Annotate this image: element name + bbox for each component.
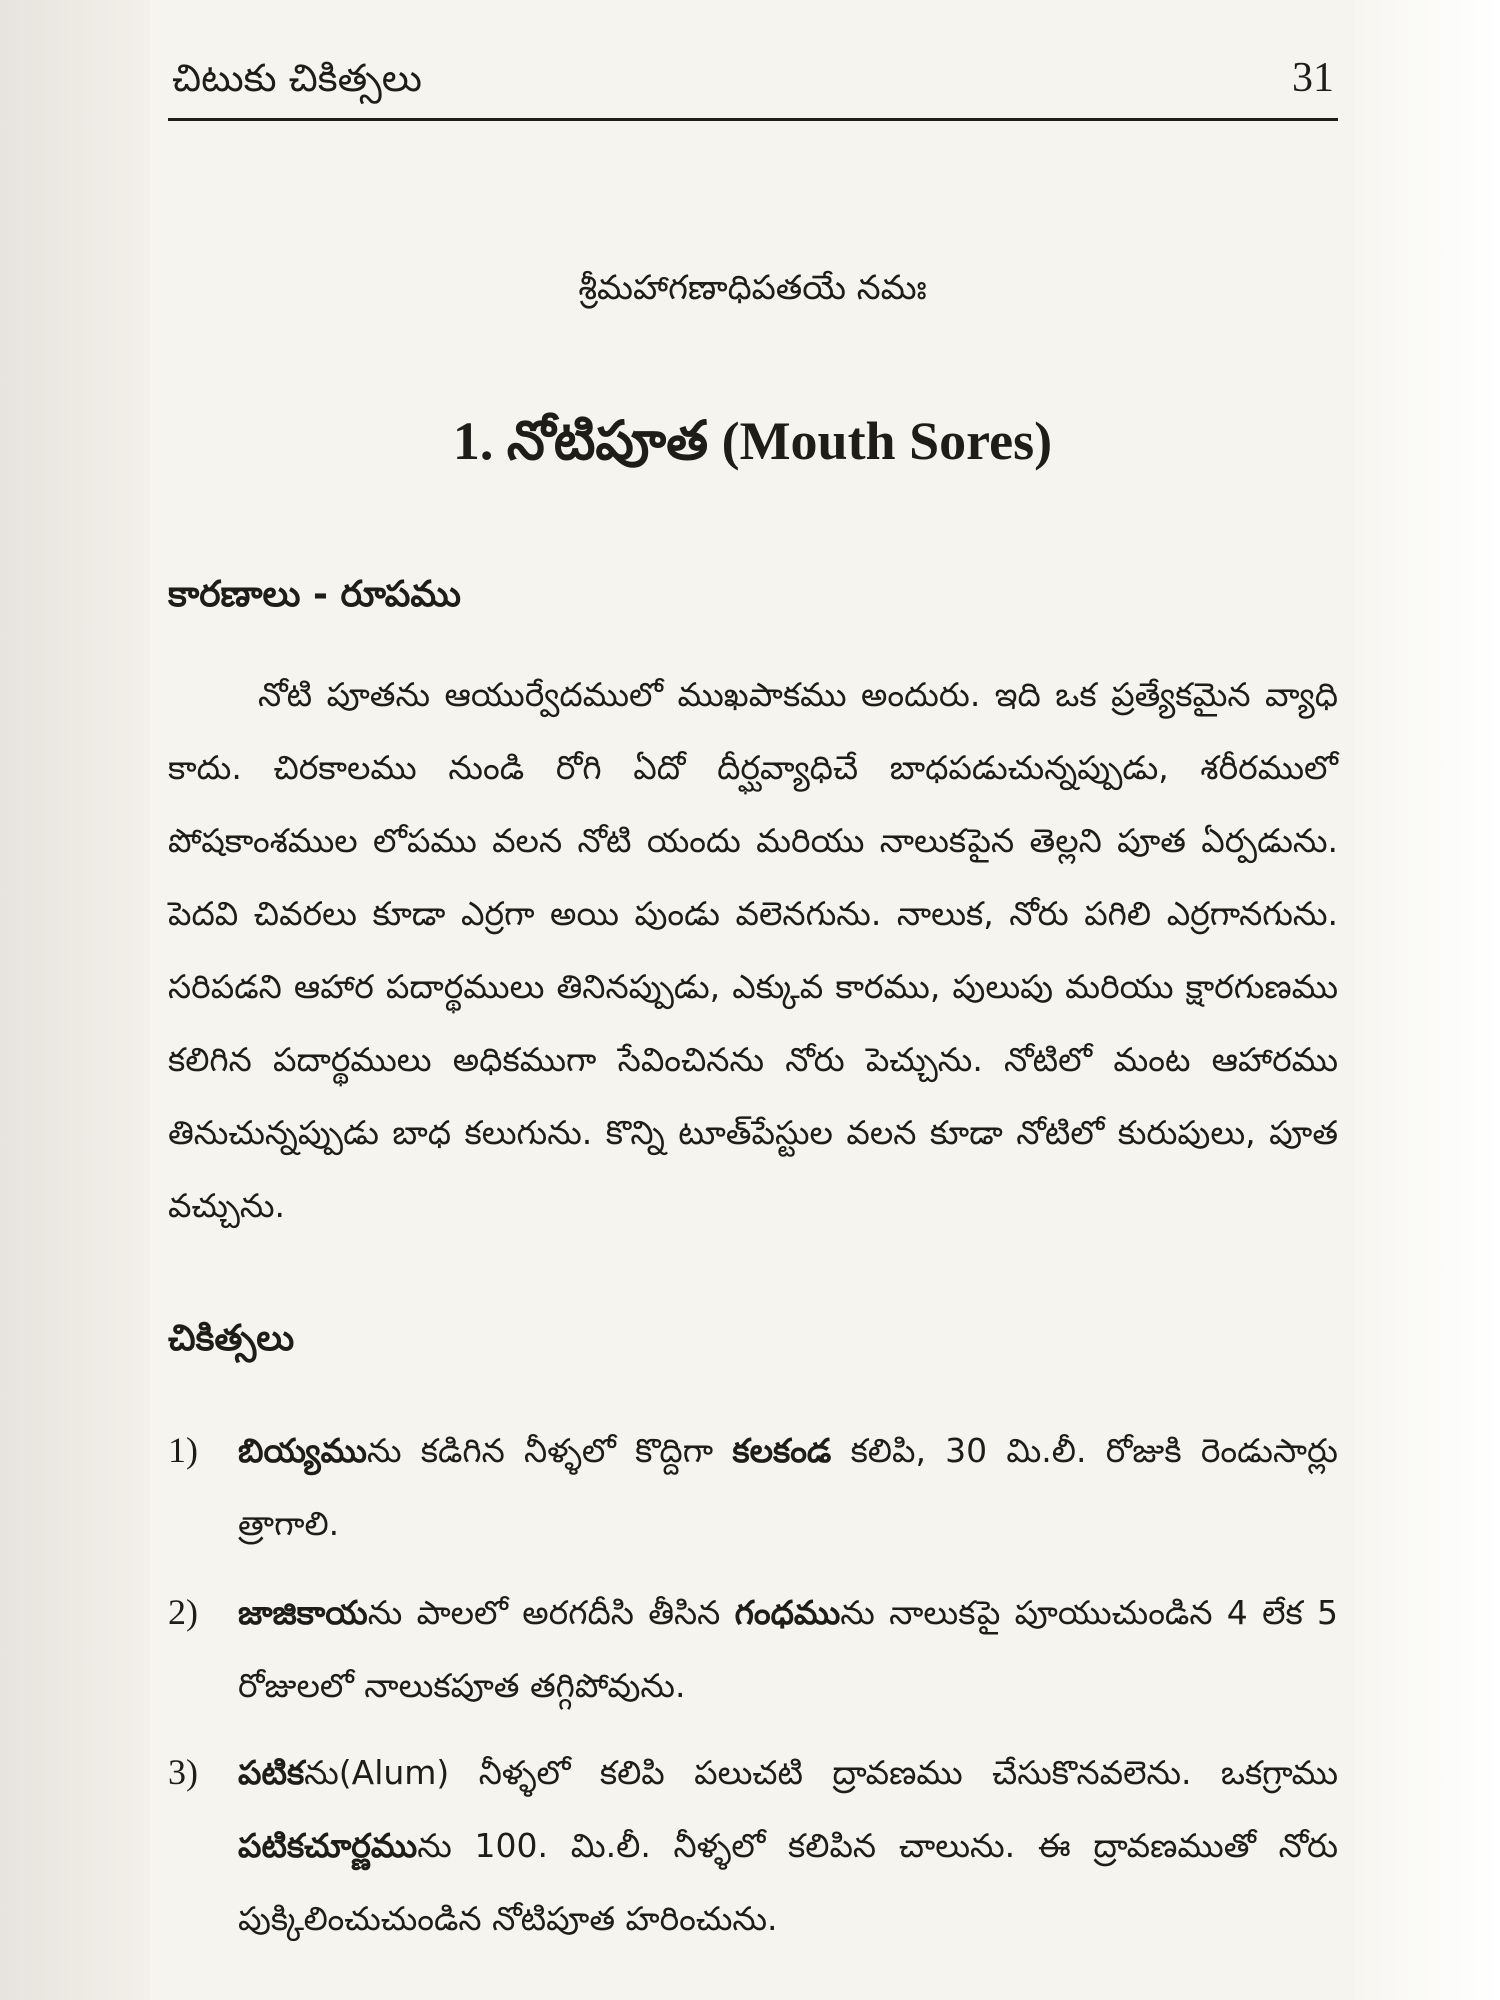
remedy-text-part: ను(Alum) నీళ్ళలో కలిపి పలుచటి ద్రావణము చేసుకొనవలెను. ఒకగ్రాము (304, 1753, 1338, 1792)
remedy-number: 3) (168, 1752, 198, 1792)
remedy-ingredient: బియ్యము (238, 1431, 367, 1470)
remedy-text-part: ను కడిగిన నీళ్ళలో కొద్దిగా (366, 1431, 733, 1470)
running-title: చిటుకు చికిత్సలు (172, 56, 422, 100)
remedy-text-part: ను 100. మి.లీ. నీళ్ళలో కలిపిన చాలును. ఈ ద్రావణముతో నోరు పుక్కిలించుచుండిన నోటిపూత హరించును. (238, 1826, 1338, 1938)
remedy-ingredient: గంధము (734, 1593, 841, 1632)
remedy-number: 1) (168, 1430, 198, 1470)
page-number: 31 (1292, 55, 1334, 101)
invocation-line: శ్రీమహాగణాధిపతయే నమః (578, 268, 927, 308)
causes-heading: కారణాలు - రూపము (168, 574, 461, 615)
left-margin (0, 0, 150, 2000)
remedy-text-part: ను నాలుకపై పూయుచుండిన 4 లేక 5 రోజులలో నాలుకపూత తగ్గిపోవును. (238, 1593, 1339, 1705)
remedy-item (168, 1414, 1338, 1560)
remedy-ingredient: పటిక (238, 1753, 305, 1792)
remedy-text (238, 1736, 1338, 1955)
causes-paragraph: నోటి పూతను ఆయుర్వేదములో ముఖపాకము అందురు. ఇది ఒక ప్రత్యేకమైన వ్యాధి కాదు. చిరకాలము నుండి రోగి ఏదో దీర్ఘవ్యాధిచే బాధపడుచున్నప్పుడు, శరీరములో పోషకాంశముల లోపము వలన నోటి యందు మరియు నాలుకపైన తెల్లని పూత ఏర్పడును. పెదవి చివరలు కూడా ఎర్రగా అయి పుండు వలెనగును. నాలుక, నోరు పగిలి ఎర్రగానగును. సరిపడని ఆహార పదార్థములు తినినప్పుడు, ఎక్కువ కారము, పులుపు మరియు క్షారగుణము కలిగిన పదార్థములు అధికముగా సేవించినను నోరు పెచ్చును. నోటిలో మంట ఆహారము తినుచున్నప్పుడు బాధ కలుగును. కొన్ని టూత్‌పేస్టుల వలన కూడా నోటిలో కురుపులు, పూత వచ్చును. (168, 675, 1338, 1225)
remedy-ingredient: జాజికాయ (238, 1593, 368, 1632)
remedy-ingredient: కలకండ (732, 1431, 832, 1470)
remedy-item (168, 1736, 1338, 1955)
remedy-text (238, 1576, 1338, 1722)
chapter-title: 1. నోటిపూత (Mouth Sores) (452, 411, 1053, 471)
remedy-text-part: ను పాలలో అరగదీసి తీసిన (367, 1593, 735, 1632)
remedy-text-part: కలిపి, 30 మి.లీ. రోజుకి రెండుసార్లు త్రాగాలి. (238, 1431, 1338, 1543)
remedy-ingredient: పటికచూర్ణము (238, 1826, 418, 1865)
remedy-text (238, 1414, 1338, 1560)
treatments-heading: చికిత్సలు (168, 1318, 295, 1359)
remedy-item (168, 1576, 1338, 1722)
right-margin (1355, 0, 1500, 2000)
running-head (168, 48, 1338, 121)
remedy-number: 2) (168, 1592, 198, 1632)
